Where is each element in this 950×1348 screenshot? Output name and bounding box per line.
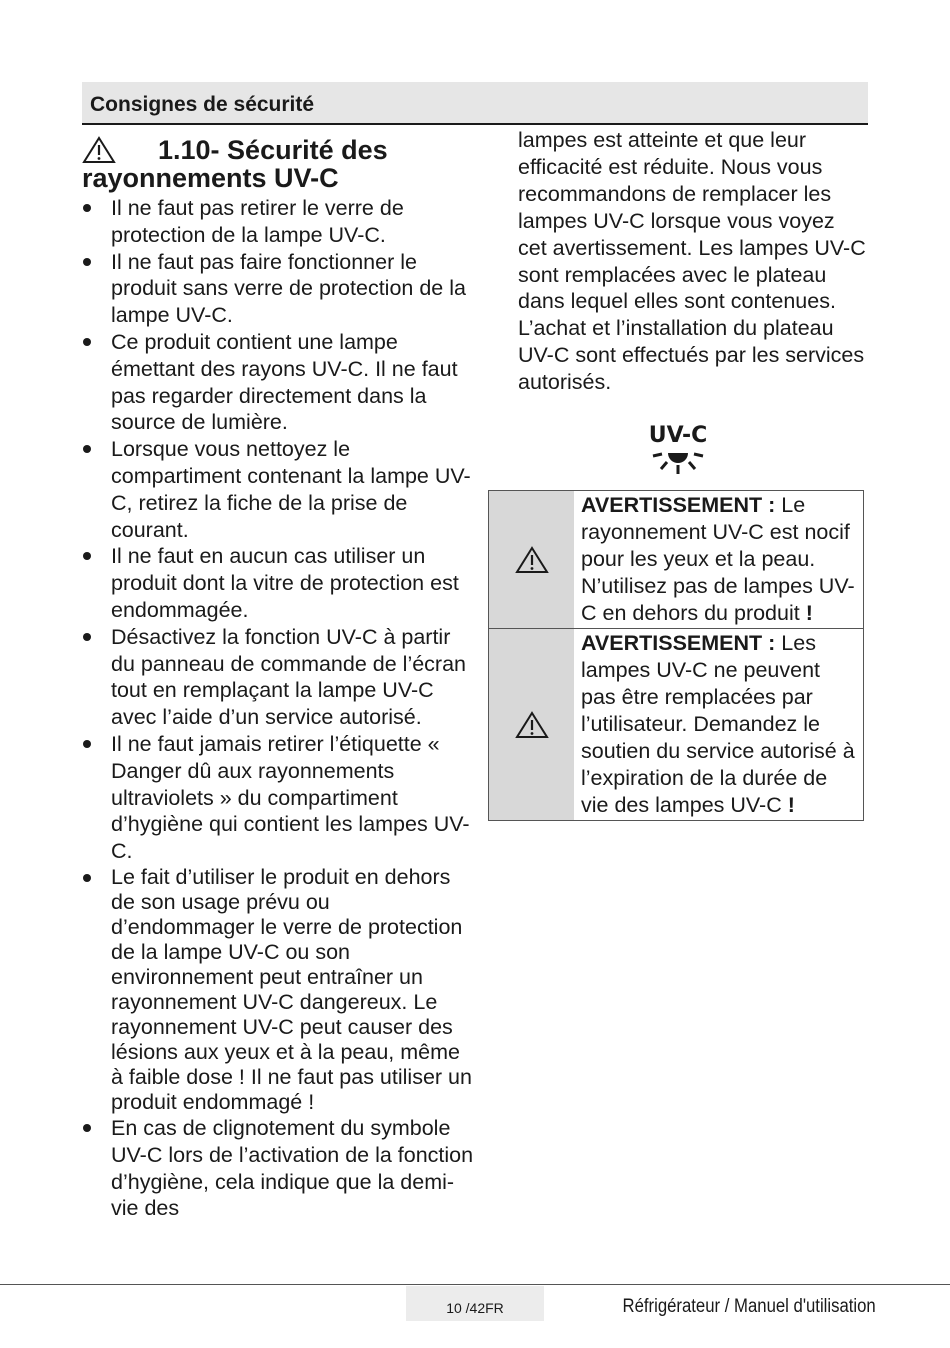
list-item: Lorsque vous nettoyez le compartiment contenant la lampe UV-C, retirez la fiche de la prise de courant. (82, 436, 474, 543)
continuation-paragraph: lampes est atteinte et que leur efficacité est réduite. Nous vous recommandons de remplacer les lampes UV-C lorsque vous voyez cet avertissement. Les lampes UV-C sont remplacées avec le plateau dans lequel elles sont contenues. L’achat et l’installation du plateau UV-C sont effectués par les services autorisés. (518, 128, 866, 395)
footer-document-title: Réfrigérateur / Manuel d'utilisation (622, 1296, 876, 1317)
warning-label: AVERTISSEMENT : (581, 493, 776, 517)
uvc-symbol-label: UV-C (648, 423, 708, 448)
bullet-icon (83, 1124, 91, 1132)
list-item: Il ne faut pas retirer le verre de protection de la lampe UV-C. (82, 195, 474, 249)
list-item: Désactivez la fonction UV-C à partir du panneau de commande de l’écran tout en remplaçant la lampe UV-C avec l’aide d’un service autorisé. (82, 624, 474, 731)
section-title-line1: 1.10- Sécurité des (158, 135, 388, 165)
section-header-bar (82, 82, 868, 125)
list-item: Ce produit contient une lampe émettant des rayons UV-C. Il ne faut pas regarder directement dans la source de lumière. (82, 329, 474, 436)
footer-divider (0, 1284, 950, 1285)
bullet-icon (83, 204, 91, 212)
warning-text: AVERTISSEMENT : Le rayonnement UV-C est nocif pour les yeux et la peau. N’utilisez pas de lampes UV-C en dehors du produit ! (581, 493, 855, 625)
page-number: 10 /42FR (406, 1286, 544, 1321)
warning-label: AVERTISSEMENT : (581, 631, 776, 655)
warning-row (489, 629, 863, 820)
uvc-lamp-icon (646, 418, 710, 478)
warning-triangle-icon (515, 711, 549, 739)
left-column (82, 136, 474, 1222)
warning-icon-cell (489, 629, 574, 820)
list-item: En cas de clignotement du symbole UV-C lors de l’activation de la fonction d’hygiène, cela indique que la demi-vie des (82, 1115, 474, 1222)
bullet-icon (83, 258, 91, 266)
bullet-icon (83, 874, 91, 882)
warning-text: AVERTISSEMENT : Les lampes UV-C ne peuvent pas être remplacées par l’utilisateur. Demandez le soutien du service autorisé à l’expiration de la durée de vie des lampes UV-C ! (581, 631, 855, 817)
list-item: Il ne faut jamais retirer l’étiquette « Danger dû aux rayonnements ultraviolets » du compartiment d’hygiène qui contient les lampes UV-C. (82, 731, 474, 865)
section-title (82, 136, 474, 192)
page-header-title: Consignes de sécurité (90, 93, 315, 116)
warning-row (489, 491, 863, 629)
warning-triangle-icon (82, 136, 116, 164)
bullet-icon (83, 445, 91, 453)
list-item: Il ne faut pas faire fonctionner le produit sans verre de protection de la lampe UV-C. (82, 249, 474, 329)
bullet-icon (83, 633, 91, 641)
bullet-icon (83, 740, 91, 748)
warning-table (488, 490, 864, 821)
bullet-icon (83, 338, 91, 346)
warning-triangle-icon (515, 546, 549, 574)
list-item: Le fait d’utiliser le produit en dehors de son usage prévu ou d’endommager le verre de protection de la lampe UV-C ou son environnement peut entraîner un rayonnement UV-C dangereux. Le rayonnement UV-C peut causer des lésions aux yeux et à la peau, même à faible dose ! Il ne faut pas utiliser un produit endommagé ! (82, 865, 474, 1115)
safety-bullet-list (82, 195, 474, 1222)
warning-icon-cell (489, 491, 574, 628)
bullet-icon (83, 552, 91, 560)
section-title-line2: rayonnements UV-C (82, 163, 339, 193)
list-item: Il ne faut en aucun cas utiliser un produit dont la vitre de protection est endommagée. (82, 543, 474, 623)
